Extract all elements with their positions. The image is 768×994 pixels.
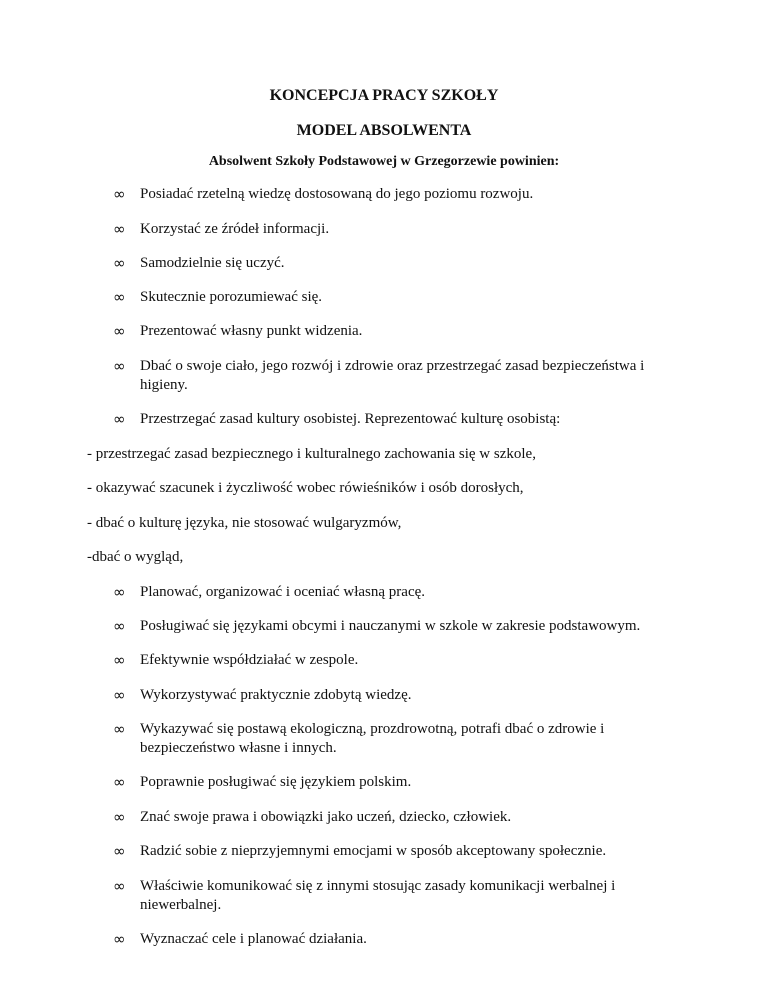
list-item-text: Wykazywać się postawą ekologiczną, prozdrowotną, potrafi dbać o zdrowie i bezpieczeństwo własne i innych. <box>140 721 605 756</box>
list-item <box>113 617 673 636</box>
list-item-text: Poprawnie posługiwać się językiem polskim. <box>140 774 412 790</box>
list-item <box>113 288 673 307</box>
infinity-bullet-icon: ∞ <box>113 617 126 635</box>
list-item <box>113 808 673 827</box>
list-item-text: Znać swoje prawa i obowiązki jako uczeń, dziecko, człowiek. <box>140 809 512 825</box>
list-item <box>113 220 673 239</box>
list-item <box>113 254 673 273</box>
list-item-text: Właściwie komunikować się z innymi stosując zasady komunikacji werbalnej i niewerbalnej. <box>140 878 616 913</box>
infinity-bullet-icon: ∞ <box>113 254 126 272</box>
list-item <box>113 686 673 705</box>
list-item-text: Samodzielnie się uczyć. <box>140 255 285 271</box>
infinity-bullet-icon: ∞ <box>113 357 126 375</box>
list-item-text: Posługiwać się językami obcymi i nauczanymi w szkole w zakresie podstawowym. <box>140 618 641 634</box>
list-item-text: Wyznaczać cele i planować działania. <box>140 931 367 947</box>
list-item <box>113 357 673 395</box>
list-item-text: Korzystać ze źródeł informacji. <box>140 221 330 237</box>
infinity-bullet-icon: ∞ <box>113 877 126 895</box>
dash-list-item: - okazywać szacunek i życzliwość wobec rówieśników i osób dorosłych, <box>87 480 524 496</box>
infinity-bullet-icon: ∞ <box>113 220 126 238</box>
list-item-text: Skutecznie porozumiewać się. <box>140 289 323 305</box>
infinity-bullet-icon: ∞ <box>113 410 126 428</box>
list-item-text: Dbać o swoje ciało, jego rozwój i zdrowie oraz przestrzegać zasad bezpieczeństwa i higieny. <box>140 358 645 393</box>
dash-list-item: -dbać o wygląd, <box>87 549 184 565</box>
infinity-bullet-icon: ∞ <box>113 842 126 860</box>
infinity-bullet-icon: ∞ <box>113 686 126 704</box>
list-item-text: Posiadać rzetelną wiedzę dostosowaną do jego poziomu rozwoju. <box>140 186 534 202</box>
infinity-bullet-icon: ∞ <box>113 773 126 791</box>
list-item <box>113 185 673 204</box>
list-item-text: Planować, organizować i oceniać własną pracę. <box>140 584 426 600</box>
list-item <box>113 842 673 861</box>
infinity-bullet-icon: ∞ <box>113 651 126 669</box>
intro-heading: Absolwent Szkoły Podstawowej w Grzegorzewie powinien: <box>208 154 560 169</box>
list-item <box>113 877 673 915</box>
list-item-text: Przestrzegać zasad kultury osobistej. Reprezentować kulturę osobistą: <box>140 411 561 427</box>
list-item <box>113 322 673 341</box>
list-item <box>113 583 673 602</box>
dash-list-item: - przestrzegać zasad bezpiecznego i kulturalnego zachowania się w szkole, <box>87 446 536 462</box>
infinity-bullet-icon: ∞ <box>113 930 126 948</box>
infinity-bullet-icon: ∞ <box>113 322 126 340</box>
dash-list-item: - dbać o kulturę języka, nie stosować wulgaryzmów, <box>87 515 402 531</box>
infinity-bullet-icon: ∞ <box>113 288 126 306</box>
list-item <box>113 410 673 429</box>
list-item-text: Prezentować własny punkt widzenia. <box>140 323 363 339</box>
document-subtitle: MODEL ABSOLWENTA <box>296 122 472 139</box>
list-item-text: Efektywnie współdziałać w zespole. <box>140 652 359 668</box>
list-item <box>113 930 673 949</box>
list-item-text: Wykorzystywać praktycznie zdobytą wiedzę. <box>140 687 412 703</box>
infinity-bullet-icon: ∞ <box>113 720 126 738</box>
list-item <box>113 720 673 758</box>
list-item <box>113 651 673 670</box>
list-item-text: Radzić sobie z nieprzyjemnymi emocjami w sposób akceptowany społecznie. <box>140 843 607 859</box>
infinity-bullet-icon: ∞ <box>113 808 126 826</box>
document-title: KONCEPCJA PRACY SZKOŁY <box>269 87 499 104</box>
infinity-bullet-icon: ∞ <box>113 583 126 601</box>
infinity-bullet-icon: ∞ <box>113 185 126 203</box>
list-item <box>113 773 673 792</box>
